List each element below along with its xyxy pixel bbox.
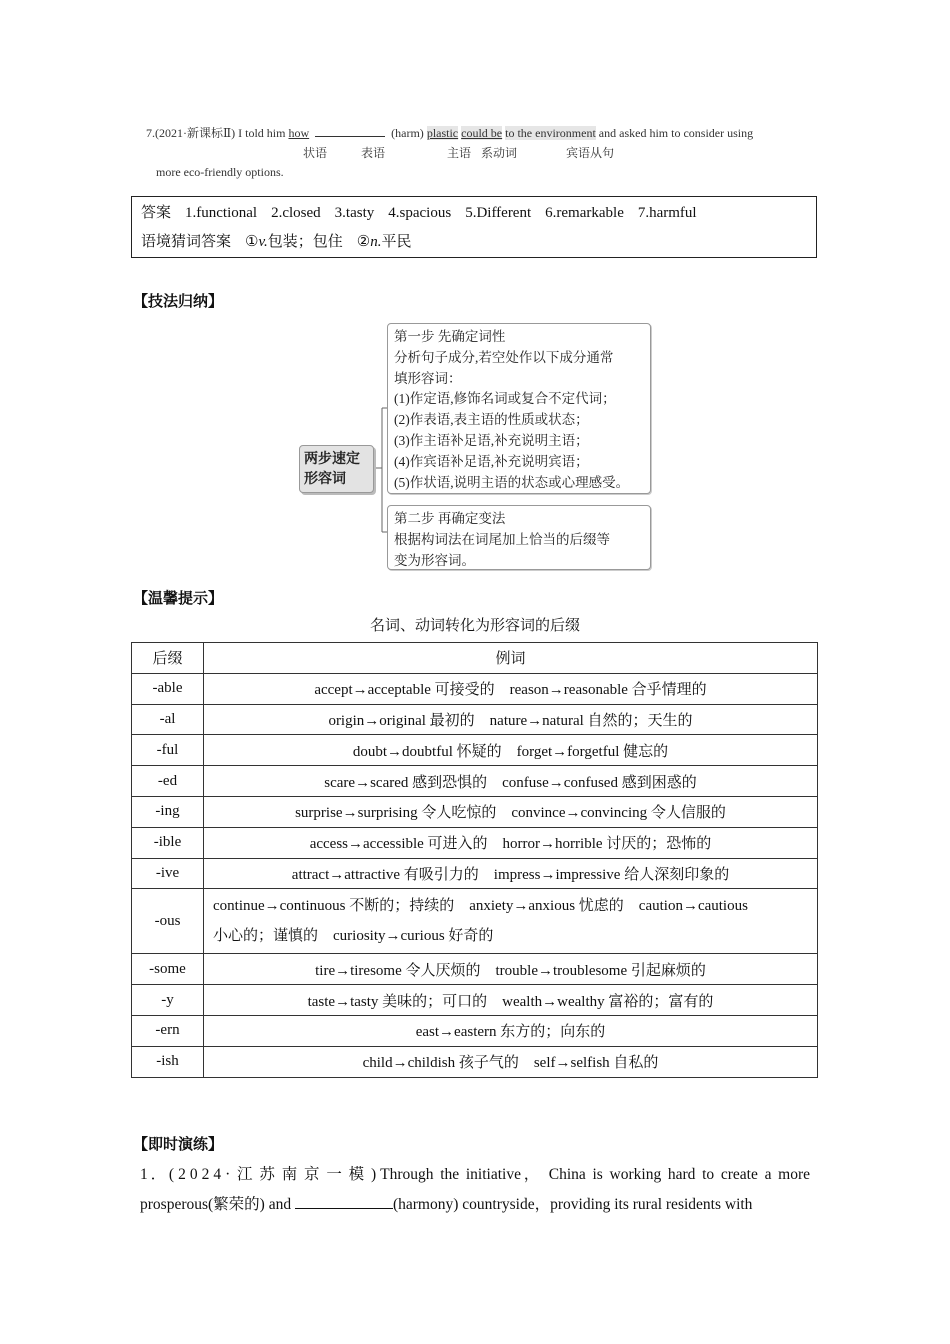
answer-item: 1.functional (185, 205, 258, 221)
suffix-table (131, 642, 818, 1078)
guess-1-marker: ① (245, 234, 259, 250)
examples-cell: tire→tiresome 令人厌烦的 trouble→troublesome 引起麻烦的 (204, 954, 818, 985)
note-object-clause: 宾语从句 (566, 146, 615, 160)
table-row (132, 889, 818, 954)
guess-1-text: 包装；包住 (267, 234, 343, 250)
word-how: how (288, 126, 310, 140)
examples-cell: access→accessible 可进入的 horror→horrible 讨厌的；恐怖的 (204, 827, 818, 858)
table-row (132, 704, 818, 735)
answer-row (141, 201, 711, 222)
suffix-cell: -ible (132, 827, 204, 858)
suffix-cell: -ish (132, 1046, 204, 1077)
table-row (132, 1015, 818, 1046)
main-node-line2: 形容词 (304, 471, 346, 487)
note-adverbial: 状语 (303, 146, 328, 160)
question-text-1: Through the initiative， China is working hard to create a more prosperous(繁荣的) and (140, 1166, 810, 1213)
mindmap-step1 (387, 323, 651, 494)
suffix-cell: -al (132, 704, 204, 735)
suffix-cell: -ing (132, 796, 204, 827)
sentence-7 (146, 124, 753, 141)
table-row (132, 1046, 818, 1077)
answer-item: 7.harmful (637, 205, 697, 221)
note-predicative: 表语 (361, 146, 386, 160)
sentence-7-line2: more eco-friendly options. (156, 165, 284, 179)
examples-cell: east→eastern 东方的；向东的 (204, 1015, 818, 1046)
table-row (132, 673, 818, 704)
note-linking-verb: 系动词 (481, 146, 518, 160)
table-row (132, 954, 818, 985)
suffix-cell: -ed (132, 766, 204, 797)
guess-2-marker: ② (356, 234, 371, 250)
table-header-row (132, 643, 818, 674)
guess-2-text: 平民 (381, 234, 412, 250)
step1-line: 填形容词： (394, 370, 462, 386)
answer-item: 3.tasty (334, 205, 375, 221)
table-row (132, 796, 818, 827)
answer-item: 4.spacious (388, 205, 452, 221)
answer-blank[interactable] (295, 1194, 393, 1209)
word-could-be: could be (461, 126, 503, 140)
answer-item: 6.remarkable (545, 205, 624, 221)
guess-2-pos: n. (370, 234, 382, 250)
hint-word: (harm) (391, 126, 424, 140)
examples-cell: origin→original 最初的 nature→natural 自然的；天生的 (204, 704, 818, 735)
step1-line: (2)作表语,表主语的性质或状态； (394, 412, 589, 428)
examples-cell: accept→acceptable 可接受的 reason→reasonable 合乎情理的 (204, 673, 818, 704)
step1-line: (4)作宾语补足语,补充说明宾语； (394, 453, 589, 469)
examples-cell: taste→tasty 美味的；可口的 wealth→wealthy 富裕的；富有的 (204, 985, 818, 1016)
answer-item: 5.Different (465, 205, 532, 221)
step2-line: 第二步 再确定变法 (394, 511, 506, 526)
guess-1-pos: v. (258, 234, 268, 250)
table-row (132, 735, 818, 766)
question-hint: (harmony) (392, 1196, 459, 1213)
practice-question-1 (140, 1160, 810, 1220)
suffix-cell: -some (132, 954, 204, 985)
suffix-cell: -able (132, 673, 204, 704)
suffix-cell: -y (132, 985, 204, 1016)
note-subject: 主语 (447, 146, 472, 160)
examples-cell: child→childish 孩子气的 self→selfish 自私的 (204, 1046, 818, 1077)
suffix-cell: -ern (132, 1015, 204, 1046)
step1-line: (5)作状语,说明主语的状态或心理感受。 (394, 474, 630, 490)
mindmap-main-node (299, 445, 374, 493)
suffix-cell: -ous (132, 889, 204, 954)
examples-cell (204, 889, 818, 954)
phrase-environment: to the environment (505, 126, 596, 140)
word-plastic: plastic (426, 126, 459, 140)
question-source: (2024·江苏南京一模) (168, 1166, 381, 1183)
tips-heading: 【温馨提示】 (133, 589, 224, 607)
examples-cell: attract→attractive 有吸引力的 impress→impressive 给人深刻印象的 (204, 858, 818, 889)
col-header-examples: 例词 (204, 643, 818, 674)
sentence-7-start: 7.(2021·新课标Ⅱ) I told him (146, 126, 286, 140)
answer-blank (315, 126, 385, 137)
question-number: 1． (140, 1166, 169, 1183)
suffix-cell: -ive (132, 858, 204, 889)
guess-row (141, 230, 426, 251)
table-row (132, 827, 818, 858)
step1-line: 第一步 先确定词性 (394, 329, 506, 344)
step2-line: 变为形容词。 (394, 552, 475, 568)
mindmap-step2 (387, 505, 651, 570)
answer-box (131, 196, 817, 258)
table-row (132, 985, 818, 1016)
table-row (132, 766, 818, 797)
col-header-suffix: 后缀 (132, 643, 204, 674)
technique-heading: 【技法归纳】 (133, 292, 224, 310)
guess-label: 语境猜词答案 (141, 234, 232, 250)
examples-line1: continue→continuous 不断的；持续的 anxiety→anxious 忧虑的 caution→cautious (213, 898, 748, 915)
table-title: 名词、动词转化为形容词的后缀 (369, 616, 580, 634)
main-node-line1: 两步速定 (304, 451, 360, 467)
step1-line: 分析句子成分,若空处作以下成分通常 (394, 349, 614, 365)
step1-line: (3)作主语补足语,补充说明主语； (394, 432, 589, 448)
sentence-7-rest: and asked him to consider using (598, 126, 754, 140)
examples-cell: doubt→doubtful 怀疑的 forget→forgetful 健忘的 (204, 735, 818, 766)
question-text-2: countryside，providing its rural residents with (458, 1196, 753, 1213)
answer-label: 答案 (141, 205, 172, 221)
examples-cell: surprise→surprising 令人吃惊的 convince→convincing 令人信服的 (204, 796, 818, 827)
answer-item: 2.closed (271, 205, 321, 221)
examples-line2: 小心的；谨慎的 curiosity→curious 好奇的 (213, 928, 494, 945)
table-row (132, 858, 818, 889)
suffix-cell: -ful (132, 735, 204, 766)
step1-line: (1)作定语,修饰名词或复合不定代词； (394, 391, 616, 407)
step2-line: 根据构词法在词尾加上恰当的后缀等 (394, 531, 610, 547)
practice-heading: 【即时演练】 (133, 1135, 224, 1153)
examples-cell: scare→scared 感到恐惧的 confuse→confused 感到困惑的 (204, 766, 818, 797)
